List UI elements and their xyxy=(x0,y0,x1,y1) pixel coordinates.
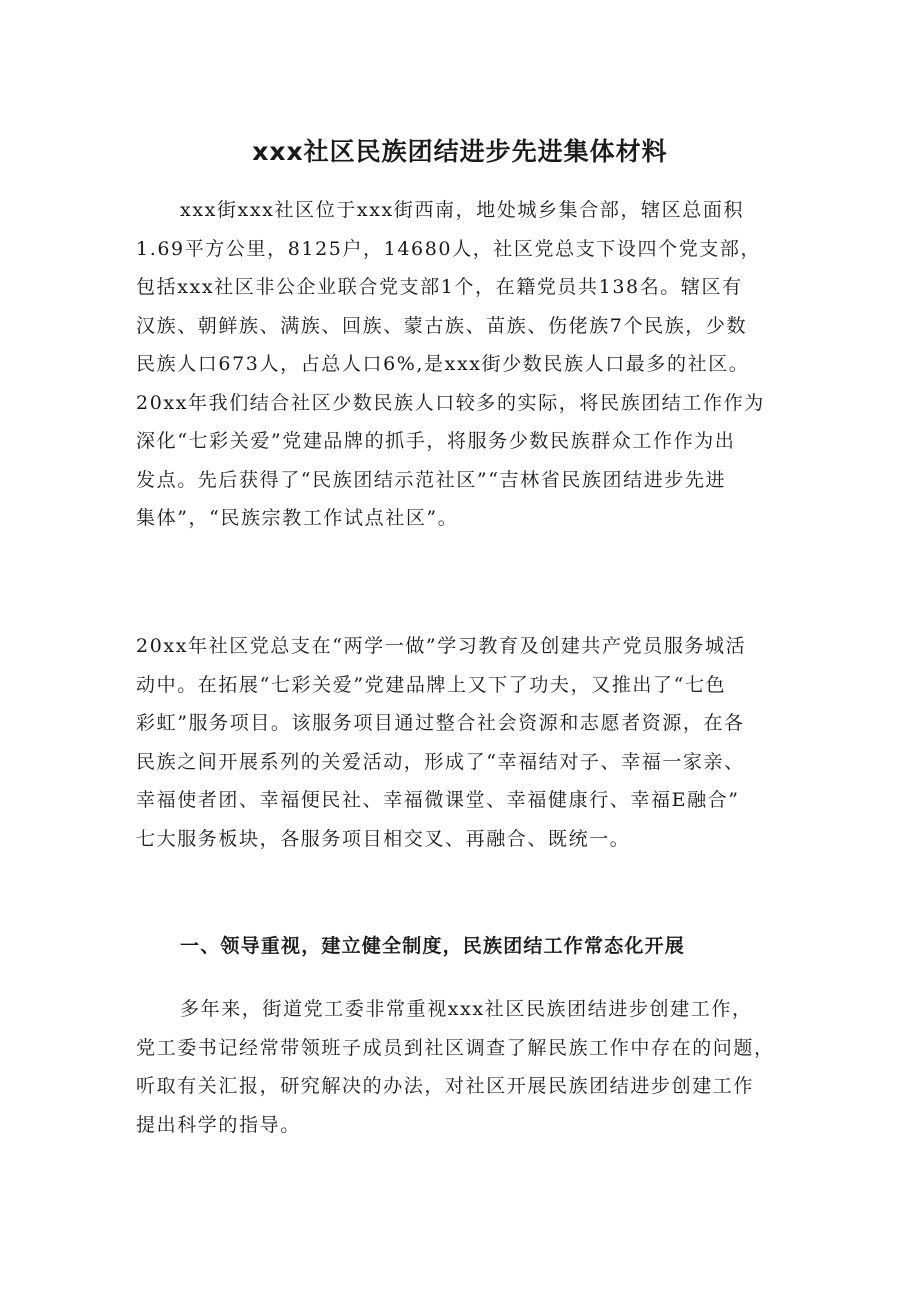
text-line: 多年来，街道党工委非常重视xxx社区民族团结进步创建工作， xyxy=(180,998,753,1020)
text-line: 幸福使者团、幸福便民社、幸福微课堂、幸福健康行、幸福E融合” xyxy=(136,789,740,811)
text-line: 20xx年我们结合社区少数民族人口较多的实际，将民族团结工作作为 xyxy=(136,391,765,414)
text-line: 七大服务板块，各服务项目相交叉、再融合、既统一。 xyxy=(136,827,631,850)
text-line: 民族之间开展系列的关爱活动，形成了“幸福结对子、幸福一家亲、 xyxy=(136,750,745,773)
text-line: 动中。在拓展“七彩关爱”党建品牌上又下了功夫，又推出了“七色 xyxy=(136,673,727,696)
section-heading: 一、领导重视，建立健全制度，民族团结工作常态化开展 xyxy=(180,935,686,957)
text-line: 包括xxx社区非公企业联合党支部1个，在籍党员共138名。辖区有 xyxy=(136,276,743,298)
text-line: 听取有关汇报，研究解决的办法，对社区开展民族团结进步创建工作 xyxy=(136,1075,755,1097)
text-line: 深化“七彩关爱”党建品牌的抓手，将服务少数民族群众工作作为出 xyxy=(136,430,736,452)
text-line: 彩虹”服务项目。该服务项目通过整合社会资源和志愿者资源，在各 xyxy=(136,712,745,734)
text-line: 发点。先后获得了“民族团结示范社区”“吉林省民族团结进步先进 xyxy=(136,468,727,491)
text-line: 20xx年社区党总支在“两学一做”学习教育及创建共产党员服务城活 xyxy=(136,635,747,657)
paragraph-leadership xyxy=(136,990,796,1144)
document-title: xxx社区民族团结进步先进集体材料 xyxy=(252,137,668,166)
text-line: 1.69平方公里，8125户，14680人，社区党总支下设四个党支部， xyxy=(136,237,762,260)
text-line: 民族人口673人，占总人口6%,是xxx街少数民族人口最多的社区。 xyxy=(136,353,750,375)
text-line: xxx街xxx社区位于xxx街西南，地处城乡集合部，辖区总面积 xyxy=(180,199,745,221)
paragraph-service-project xyxy=(136,627,796,858)
text-line: 集体”，“民族宗教工作试点社区”。 xyxy=(136,507,459,529)
paragraph-intro xyxy=(136,191,796,538)
text-line: 党工委书记经常带领班子成员到社区调查了解民族工作中存在的问题， xyxy=(136,1036,775,1059)
text-line: 汉族、朝鲜族、满族、回族、蒙古族、苗族、伤佬族7个民族，少数 xyxy=(136,314,748,337)
text-line: 提出科学的指导。 xyxy=(136,1113,301,1136)
